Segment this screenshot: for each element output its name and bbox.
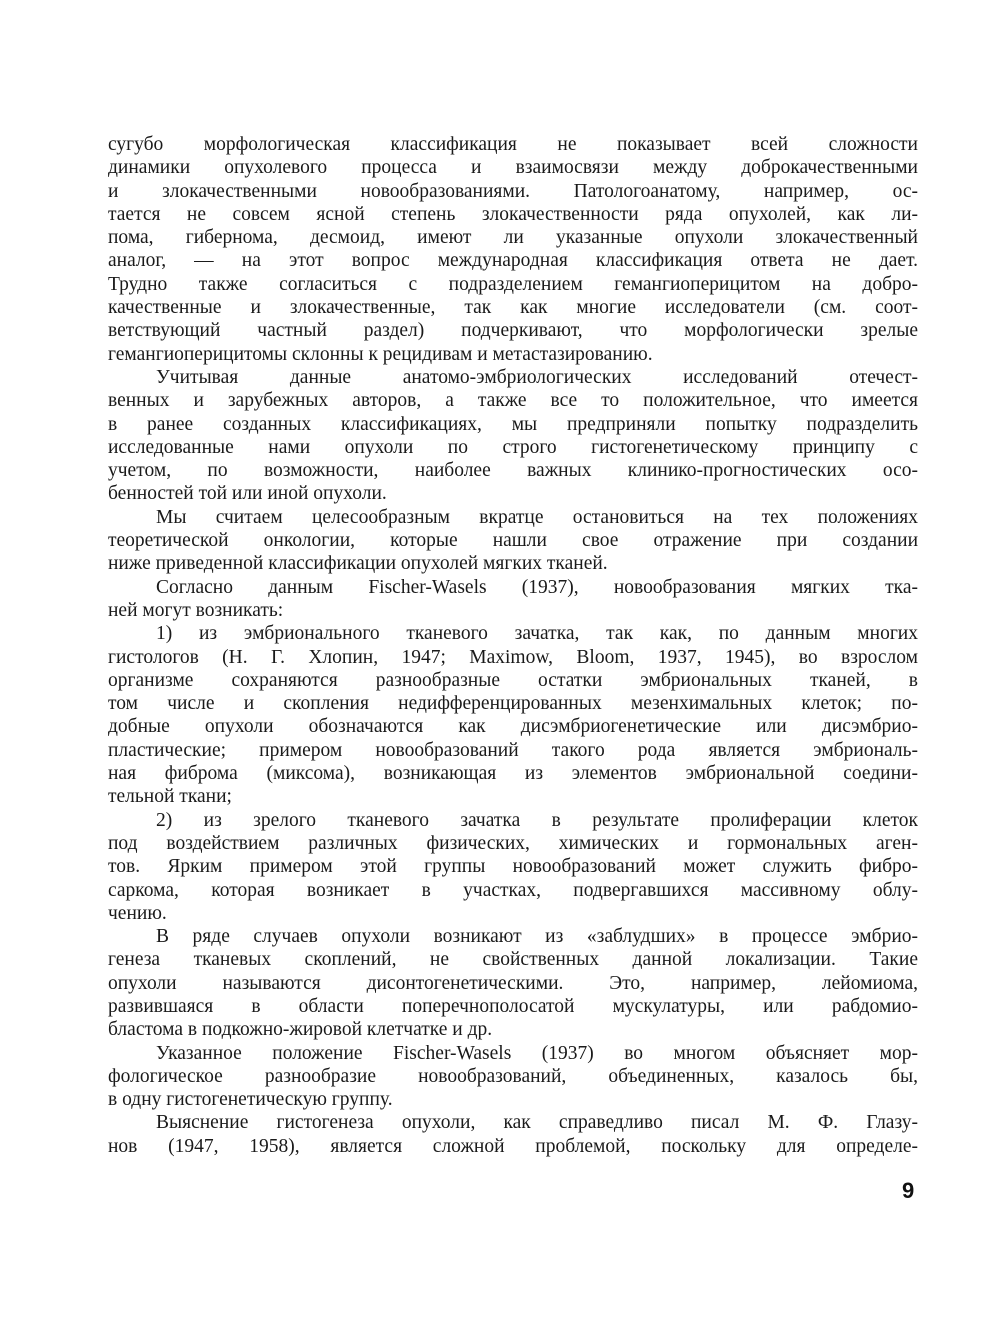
- text-line: организме сохраняются разнообразные остатки эмбриональных тканей, в: [108, 669, 918, 691]
- text-line: Трудно также согласиться с подразделением гемангиоперицитом на добро-: [108, 273, 918, 295]
- paragraph: [108, 622, 918, 808]
- text-line: опухоли называются дисонтогенетическими. Это, например, лейомиома,: [108, 972, 918, 994]
- paragraph: [108, 1042, 918, 1112]
- text-line: динамики опухолевого процесса и взаимосвязи между доброкачественными: [108, 157, 918, 179]
- text-line: Согласно данным Fischer-Wasels (1937), новообразования мягких тка-: [156, 576, 918, 598]
- text-line: 1) из эмбрионального тканевого зачатка, так как, по данным многих: [156, 623, 918, 645]
- paragraph: [108, 1111, 918, 1158]
- text-line: исследованные нами опухоли по строго гистогенетическому принципу с: [108, 436, 918, 458]
- text-line: пома, гибернома, десмоид, имеют ли указанные опухоли злокачественный: [108, 227, 918, 249]
- text-line: добные опухоли обозначаются как дисэмбриогенетические или дисэмбрио-: [108, 716, 918, 738]
- text-line: генеза тканевых скоплений, не свойственных данной локализации. Такие: [108, 949, 918, 971]
- text-line: ней могут возникать:: [108, 599, 284, 621]
- text-line: качественные и злокачественные, так как многие исследователи (см. соот-: [108, 297, 918, 319]
- text-line: том числе и скопления недифференцированных мезенхимальных клеток; по-: [108, 693, 918, 715]
- text-line: развившаяся в области поперечнополосатой мускулатуры, или рабдомио-: [108, 995, 918, 1017]
- text-line: 2) из зрелого тканевого зачатка в результате пролиферации клеток: [156, 809, 918, 831]
- page-number: 9: [902, 1178, 915, 1203]
- page-body-text: [108, 133, 918, 1158]
- paragraph: [108, 506, 918, 576]
- text-line: пластические; примером новообразований такого рода является эмбриональ-: [108, 739, 918, 761]
- paragraph: [108, 925, 918, 1041]
- text-line: теоретической онкологии, которые нашли свое отражение при создании: [108, 530, 918, 552]
- text-line: и злокачественными новообразованиями. Патологоанатому, например, ос-: [108, 180, 918, 202]
- text-line: нов (1947, 1958), является сложной проблемой, поскольку для определе-: [108, 1135, 918, 1157]
- text-line: чению.: [108, 902, 167, 924]
- text-line: Учитывая данные анатомо-эмбриологических исследований отечест-: [156, 366, 918, 388]
- text-line: тается не совсем ясной степень злокачественности ряда опухолей, как ли-: [108, 203, 918, 225]
- paragraph: [108, 809, 918, 925]
- text-line: гистологов (Н. Г. Хлопин, 1947; Maximow, Bloom, 1937, 1945), во взрослом: [108, 646, 918, 668]
- text-line: В ряде случаев опухоли возникают из «заблудших» в процессе эмбрио-: [156, 926, 918, 948]
- text-line: Выяснение гистогенеза опухоли, как справедливо писал М. Ф. Глазу-: [156, 1112, 918, 1134]
- text-line: тельной ткани;: [108, 786, 232, 808]
- text-line: ниже приведенной классификации опухолей мягких тканей.: [108, 553, 608, 575]
- text-line: аналог, — на этот вопрос международная классификация ответа не дает.: [108, 250, 918, 272]
- text-line: ветствующий частный раздел) подчеркивают, что морфологически зрелые: [108, 320, 918, 342]
- paragraph: [108, 133, 918, 366]
- text-line: ная фиброма (миксома), возникающая из элементов эмбриональной соедини-: [108, 763, 918, 785]
- text-line: в одну гистогенетическую группу.: [108, 1089, 393, 1111]
- text-line: под воздействием различных физических, химических и гормональных аген-: [108, 832, 918, 854]
- text-line: фологическое разнообразие новообразований, объединенных, казалось бы,: [108, 1065, 918, 1087]
- text-line: бенностей той или иной опухоли.: [108, 483, 387, 505]
- paragraph: [108, 366, 918, 506]
- text-line: учетом, по возможности, наиболее важных клинико-прогностических осо-: [108, 460, 918, 482]
- text-line: Мы считаем целесообразным вкратце остановиться на тех положениях: [156, 506, 918, 528]
- paragraph: [108, 576, 918, 623]
- text-line: саркома, которая возникает в участках, подвергавшихся массивному облу-: [108, 879, 918, 901]
- text-line: в ранее созданных классификациях, мы предприняли попытку подразделить: [108, 413, 918, 435]
- text-line: Указанное положение Fischer-Wasels (1937) во многом объясняет мор-: [156, 1042, 918, 1064]
- text-line: тов. Ярким примером этой группы новообразований может служить фибро-: [108, 856, 918, 878]
- text-line: венных и зарубежных авторов, а также все то положительное, что имеется: [108, 390, 918, 412]
- text-line: сугубо морфологическая классификация не показывает всей сложности: [108, 134, 918, 155]
- text-line: бластома в подкожно-жировой клетчатке и др.: [108, 1019, 493, 1041]
- text-line: гемангиоперицитомы склонны к рецидивам и метастазированию.: [108, 343, 653, 365]
